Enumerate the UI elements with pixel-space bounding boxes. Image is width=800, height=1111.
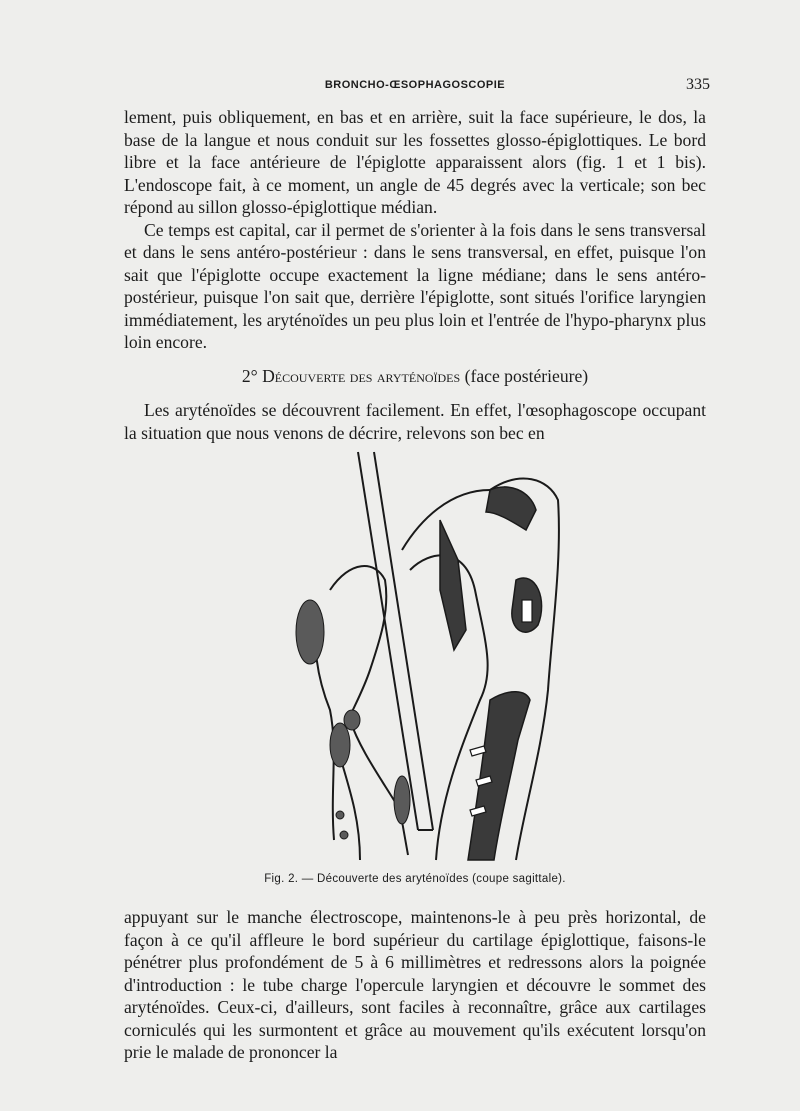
arytenoid-cartilage (330, 723, 350, 767)
cricoid-cartilage (394, 776, 410, 824)
sagittal-section-illustration (290, 450, 590, 865)
section-number: 2° (241, 366, 258, 386)
paragraph-procedure: appuyant sur le manche électroscope, maintenons-le à peu près horizontal, de façon à ce qu'il affleure le bord supérieur du cartilage épiglottique, faisons-le pénétrer plus profondément de 5 à 6 millimètres et redressons alors la poignée d'introduction : le tube charge l'opercule laryngien et découvre le sommet des aryténoïdes. Ceux-ci, d'ailleurs, sont faciles à reconnaître, grâce aux cartilages corniculés qui les surmontent et grâce au mouvement qu'ils exécutent lorsqu'on prie le malade de prononcer la (124, 907, 706, 1062)
endoscope-tube-left-edge (358, 452, 418, 830)
text-block-bottom (124, 906, 706, 1064)
endoscope-tube-right-edge (374, 452, 433, 830)
tongue-base-textured (296, 600, 324, 664)
text-block-middle (124, 399, 706, 444)
page-number: 335 (686, 76, 710, 93)
running-title: BRONCHO-ŒSOPHAGOSCOPIE (324, 79, 506, 91)
sphenoid-dark-region (486, 487, 536, 530)
figure-caption: Fig. 2. — Découverte des aryténoïdes (coupe sagittale). (264, 873, 566, 885)
paragraph-continuation: lement, puis obliquement, en bas et en arrière, suit la face supérieure, le dos, la base de la langue et nous conduit sur les fossettes glosso-épiglottiques. Le bord libre et la face antérieure de l'épiglotte apparaissent alors (fig. 1 et 1 bis). L'endoscope fait, à ce moment, un angle de 45 degrés avec la verticale; son bec répond au sillon glosso-épiglottique médian. (124, 107, 706, 217)
vertebral-foramen (522, 600, 532, 622)
paragraph-arytenoids: Les aryténoïdes se découvrent facilement. En effet, l'œsophagoscope occupant la situation que nous venons de décrire, relevons son bec en (124, 400, 706, 443)
corniculate-cartilage (344, 710, 360, 730)
section-subtitle: (face postérieure) (464, 366, 589, 386)
soft-palate-shading (440, 520, 466, 650)
section-heading (124, 366, 706, 387)
paragraph-orientation: Ce temps est capital, car il permet de s'orienter à la fois dans le sens transversal et dans le sens antéro-postérieur : dans le sens transversal, en effet, puisque l'on sait que l'épiglotte occupe exactement la ligne médiane; dans le sens antéro-postérieur, puisque l'on sait que, derrière l'épiglotte, sont situés l'orifice laryngien immédiatement, les aryténoïdes un peu plus loin et l'entrée de l'hypo-pharynx plus loin encore. (124, 219, 706, 352)
running-head (120, 76, 710, 98)
section-title: Découverte des aryténoïdes (262, 366, 461, 386)
text-block-top (124, 106, 706, 354)
